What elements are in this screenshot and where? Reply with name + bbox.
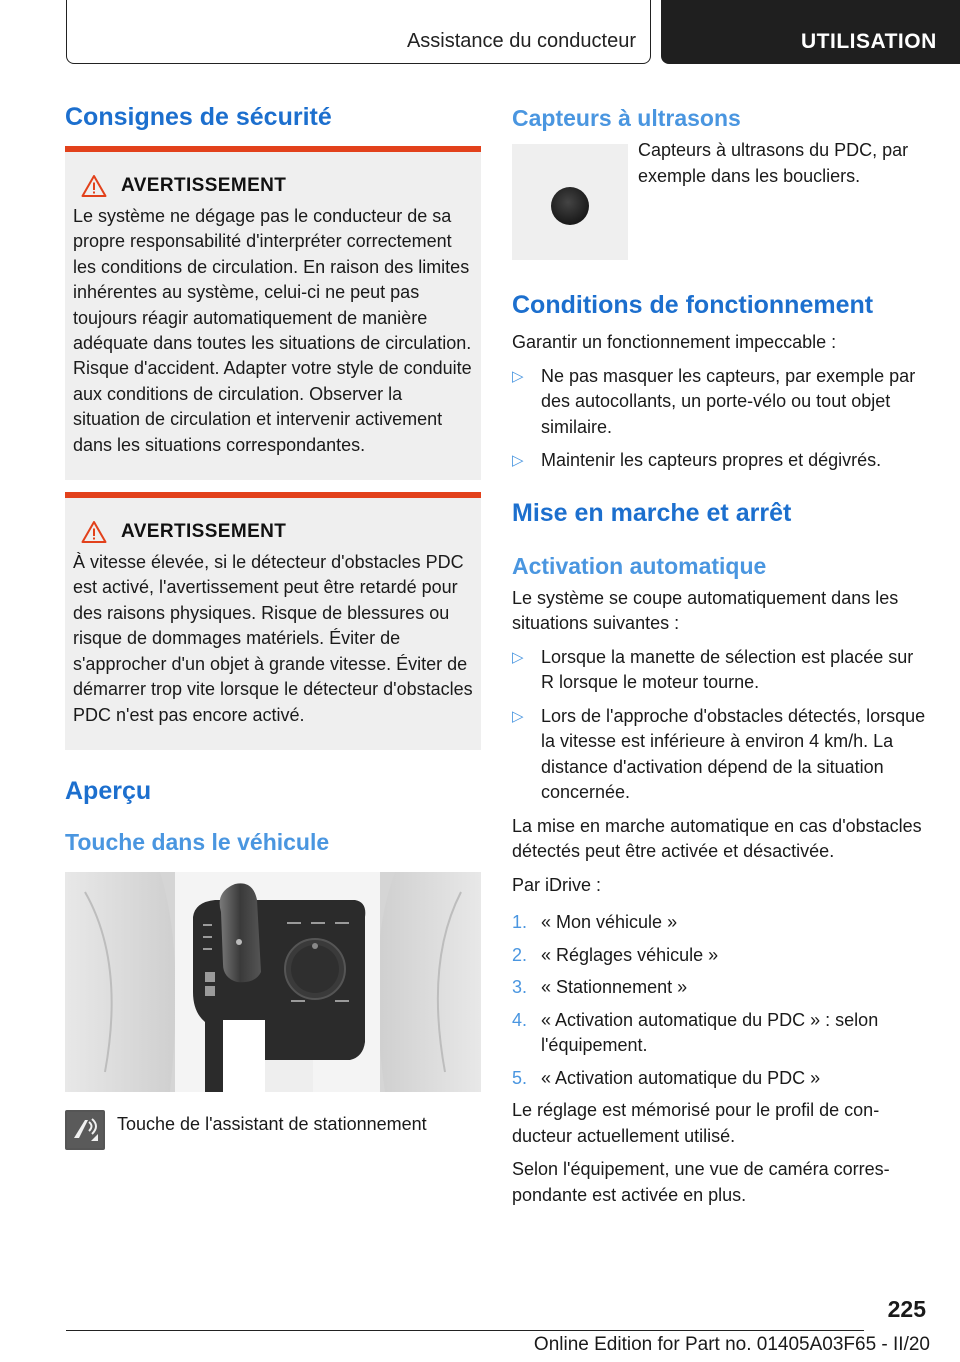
idrive-intro: Par iDrive : <box>512 874 602 895</box>
safety-title: Consignes de sécurité <box>65 103 332 131</box>
left-column <box>65 100 481 1150</box>
list-item: ▷ Lors de l'approche d'obstacles détectés, lorsque la vitesse est inférieure à environ 4 km/h. La distance d'activation dépend de la situation concernée. <box>512 705 926 802</box>
footer-divider <box>66 1330 864 1331</box>
auto-activation-title: Activation automatique <box>512 552 767 579</box>
park-assist-note <box>65 1110 481 1150</box>
warning-box-1 <box>65 146 481 480</box>
page-number: 225 <box>887 1296 926 1322</box>
memo-text: Le réglage est mémorisé pour le profil de conducteur actuellement utilisé. <box>512 1100 880 1146</box>
auto-intro: Le système se coupe automatiquement dans les situations suivantes : <box>512 587 899 633</box>
idrive-steps <box>512 910 930 1091</box>
camera-text: Selon l'équipement, une vue de caméra correspondante est activée en plus. <box>512 1159 890 1205</box>
header-chapter-title: UTILISATION <box>801 30 937 53</box>
list-item: ▷ Maintenir les capteurs propres et dégivrés. <box>512 448 930 474</box>
warning-triangle-icon <box>81 520 107 544</box>
overview-title: Aperçu <box>65 776 152 805</box>
right-column <box>512 100 930 1208</box>
triangle-right-icon: ▷ <box>512 367 524 385</box>
list-item: 5. « Activation automatique du PDC » <box>512 1067 821 1088</box>
park-assist-icon <box>65 1110 105 1150</box>
triangle-right-icon: ▷ <box>512 707 524 725</box>
sensors-text: Capteurs à ultrasons du PDC, par exemple dans les boucliers. <box>638 140 909 186</box>
warning-box-2 <box>65 492 481 750</box>
list-item: ▷ Lorsque la manette de sélection est placée sur R lorsque le moteur tourne. <box>512 646 914 692</box>
warning-1-title: AVERTISSEMENT <box>121 175 287 196</box>
conditions-list <box>512 364 930 474</box>
header-section-box <box>66 0 651 64</box>
header-chapter-box <box>661 0 960 64</box>
list-item: 3. « Stationnement » <box>512 977 688 997</box>
warning-2-text: À vitesse élevée, si le détecteur d'obstacles PDC est activé, l'avertissement peut être retardé pour des raisons physiques. Risque de blessures ou risque de dommages matériels. Éviter de s'approcher d'un objet à grande vitesse. Éviter de démarrer trop vite lorsque le détecteur d'obstacles PDC n'est pas encore activé. <box>73 552 473 725</box>
warning-2-title: AVERTISSEMENT <box>121 521 287 543</box>
header-section-title: Assistance du conducteur <box>406 30 636 52</box>
list-item: 2. « Réglages véhicule » <box>512 944 719 965</box>
warning-1-text: Le système ne dégage pas le conducteur de sa propre responsabilité d'interpréter correctement les conditions de circulation. En raison des limites inhérentes au système, celui-ci ne peut pas toujours réagir automatiquement de manière adéquate dans toutes les situations de circulation. Risque d'accident. Adapter votre style de conduite aux conditions de circulation. Observer la situation de circulation et intervenir activement dans les situations correspondantes. <box>73 206 472 455</box>
auto-note: La mise en marche automatique en cas d'obstacles détectés peut être activée et désactivée. <box>512 815 922 861</box>
sensors-title: Capteurs à ultrasons <box>512 105 741 131</box>
footer-edition: Online Edition for Part no. 01405A03F65 - II/20 <box>533 1334 930 1355</box>
list-item: ▷ Ne pas masquer les capteurs, par exemple par des autocollants, un porte-vélo ou tout objet similaire. <box>512 365 916 437</box>
center-console-drawing <box>65 872 481 1092</box>
triangle-right-icon: ▷ <box>512 648 524 666</box>
warning-triangle-icon <box>81 174 107 198</box>
list-item: 1. « Mon véhicule » <box>512 912 678 932</box>
onoff-title: Mise en marche et arrêt <box>512 498 792 527</box>
conditions-intro: Garantir un fonctionnement impeccable : <box>512 332 837 352</box>
list-item: 4. « Activation automatique du PDC » : selon l'équipement. <box>512 1009 879 1055</box>
button-in-vehicle-title: Touche dans le véhicule <box>65 828 330 855</box>
conditions-title: Conditions de fonctionnement <box>512 291 874 319</box>
center-console-image <box>65 872 481 1092</box>
sensor-row <box>512 140 930 260</box>
park-assist-caption: Touche de l'assistant de stationnement <box>117 1113 427 1134</box>
triangle-right-icon: ▷ <box>512 452 524 469</box>
auto-list <box>512 645 930 806</box>
ultrasonic-sensor-image <box>512 144 628 260</box>
